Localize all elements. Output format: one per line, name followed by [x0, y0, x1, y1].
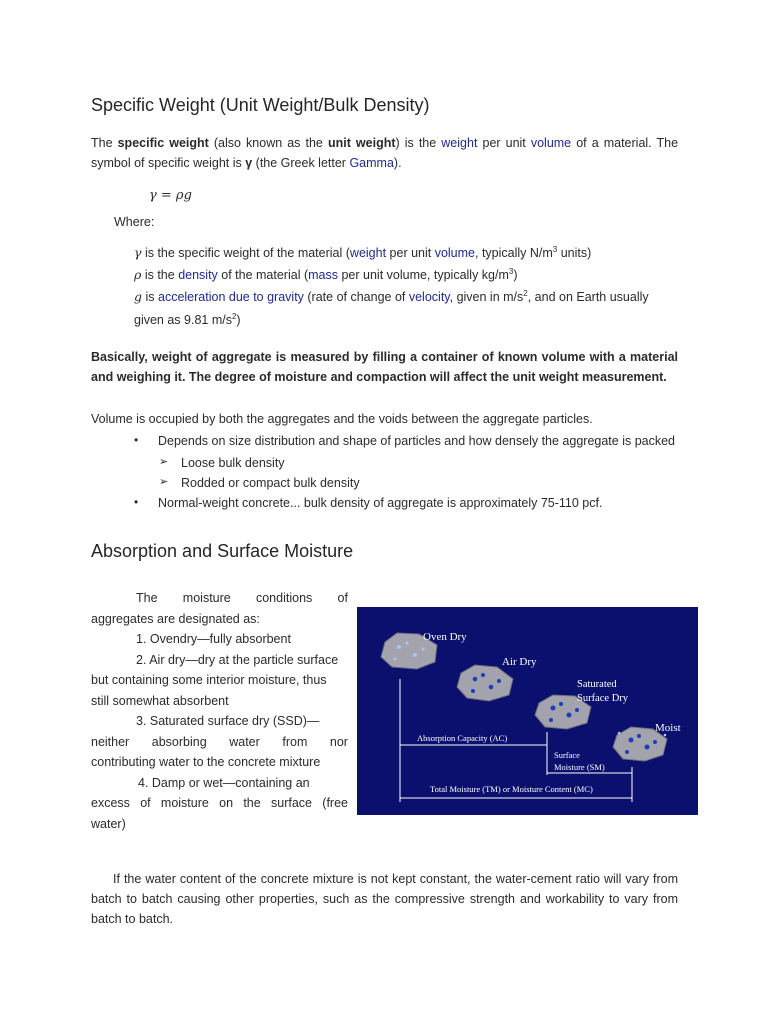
rock-air-dry-icon [457, 665, 513, 701]
superscript: 3 [508, 267, 514, 276]
term-unit-weight: unit weight [327, 136, 396, 150]
item-damp-l3: water) [91, 816, 126, 831]
intro-paragraph [91, 133, 678, 173]
word: conditions [255, 591, 313, 605]
link-gamma[interactable]: Gamma [349, 156, 394, 170]
text: units) [557, 246, 592, 261]
text: (the Greek letter [252, 156, 350, 170]
item-damp-l1: 4. Damp or wet—containing an [138, 775, 310, 790]
item-ssd-l2 [91, 732, 348, 753]
text: given as 9.81 m/s [134, 313, 232, 328]
text: of a material. The symbol of specific weight is [91, 136, 679, 170]
text: , and on Earth usually [527, 290, 649, 305]
label-moist: Moist [655, 722, 681, 734]
heading-absorption: Absorption and Surface Moisture [91, 541, 354, 561]
link-weight[interactable]: weight [441, 136, 478, 150]
superscript: 3 [552, 245, 558, 254]
word: absorbing [151, 734, 207, 749]
definition-rho [134, 262, 518, 285]
text: (also known as the [208, 136, 328, 150]
arrow-bullet-icon: ➢ [159, 456, 169, 468]
label-total-moisture: Total Moisture (TM) or Moisture Content (MC) [430, 784, 593, 794]
text: ). [393, 156, 402, 170]
item-ssd-l1: 3. Saturated surface dry (SSD)— [136, 714, 320, 728]
superscript: 2 [523, 289, 528, 298]
bullet-item-1: Depends on size distribution and shape of particles and how densely the aggregate is packed [158, 434, 676, 448]
text: of the material ( [217, 268, 309, 283]
final-paragraph: If the water content of the concrete mixture is not kept constant, the water-cement ratio will vary from batch to batch causing other properties, such as the compressive strength and workability to vary from batch to batch. [91, 872, 678, 926]
text: is the [141, 268, 179, 283]
label-ssd-line1: Saturated [577, 679, 617, 690]
item-damp-l2: excess of moisture on the surface (free [91, 796, 348, 810]
word: of [337, 591, 348, 605]
link-weight[interactable]: weight [349, 246, 387, 261]
item-airdry-l3: still somewhat absorbent [91, 693, 229, 708]
bullet-dot: • [134, 433, 139, 447]
moisture-intro-line2: aggregates are designated as: [91, 611, 260, 626]
definition-g [134, 284, 678, 330]
text: per unit [477, 136, 531, 150]
label-surface-moisture-l2: Moisture (SM) [554, 762, 605, 772]
link-volume[interactable]: volume [434, 246, 475, 261]
text: The [91, 136, 118, 150]
term-specific-weight: specific weight [117, 136, 209, 150]
item-ovendry: 1. Ovendry—fully absorbent [136, 632, 291, 646]
label-absorption-capacity: Absorption Capacity (AC) [417, 733, 508, 743]
moisture-diagram [357, 607, 698, 815]
superscript: 2 [231, 312, 237, 322]
label-ssd-line2: Surface Dry [577, 693, 629, 704]
link-density[interactable]: density [178, 268, 218, 283]
text: per unit [386, 246, 435, 261]
text: , given in m/s [449, 290, 524, 305]
item-airdry-l1: 2. Air dry—dry at the particle surface [136, 652, 339, 667]
link-acceleration-due-to-gravity[interactable]: acceleration due to gravity [158, 290, 304, 305]
link-mass[interactable]: mass [308, 268, 338, 283]
word: neither [91, 734, 130, 749]
formula: γ = ρg [149, 188, 192, 203]
bullet-item-2: Normal-weight concrete... bulk density of aggregate is approximately 75-110 pcf. [158, 496, 603, 510]
label-oven-dry: Oven Dry [423, 631, 467, 643]
text: ) is the [395, 136, 442, 150]
text: is [142, 290, 158, 305]
text: ) [513, 268, 518, 283]
link-volume[interactable]: volume [530, 136, 572, 150]
bullet-dot: • [134, 495, 139, 509]
label-surface-moisture-l1: Surface [554, 750, 580, 760]
text: , typically N/m [475, 246, 553, 261]
item-airdry-l2: but containing some interior moisture, thus [91, 673, 327, 687]
moisture-intro-line1 [91, 588, 348, 609]
label-air-dry: Air Dry [502, 656, 537, 668]
where-label: Where: [114, 215, 155, 229]
volume-line: Volume is occupied by both the aggregates and the voids between the aggregate particles. [91, 412, 593, 426]
word: The [136, 591, 158, 605]
item-ssd-l3: contributing water to the concrete mixture [91, 755, 321, 769]
symbol-g: g [134, 289, 143, 305]
gamma-symbol: γ [245, 156, 253, 170]
word: moisture [182, 591, 231, 605]
word: water [229, 734, 260, 749]
link-velocity[interactable]: velocity [408, 290, 450, 305]
sub-bullet-rodded: Rodded or compact bulk density [181, 476, 360, 490]
text: per unit volume, typically kg/m [338, 268, 509, 283]
word: nor [329, 734, 348, 749]
symbol-gamma: γ [134, 245, 142, 261]
arrow-bullet-icon: ➢ [159, 476, 169, 488]
heading-specific-weight: Specific Weight (Unit Weight/Bulk Density) [91, 95, 430, 115]
word: from [282, 734, 308, 749]
moisture-conditions-figure [357, 607, 698, 815]
sub-bullet-loose: Loose bulk density [181, 456, 285, 470]
text: ) [236, 313, 241, 328]
symbol-rho: ρ [134, 267, 142, 283]
definition-gamma [134, 240, 591, 263]
text: is the specific weight of the material ( [141, 246, 350, 261]
text: (rate of change of [303, 290, 409, 305]
moisture-list [91, 588, 348, 834]
basically-paragraph: Basically, weight of aggregate is measured by filling a container of known volume with a material and weighing it. The degree of moisture and compaction will affect the unit weight measurement. [91, 350, 678, 384]
